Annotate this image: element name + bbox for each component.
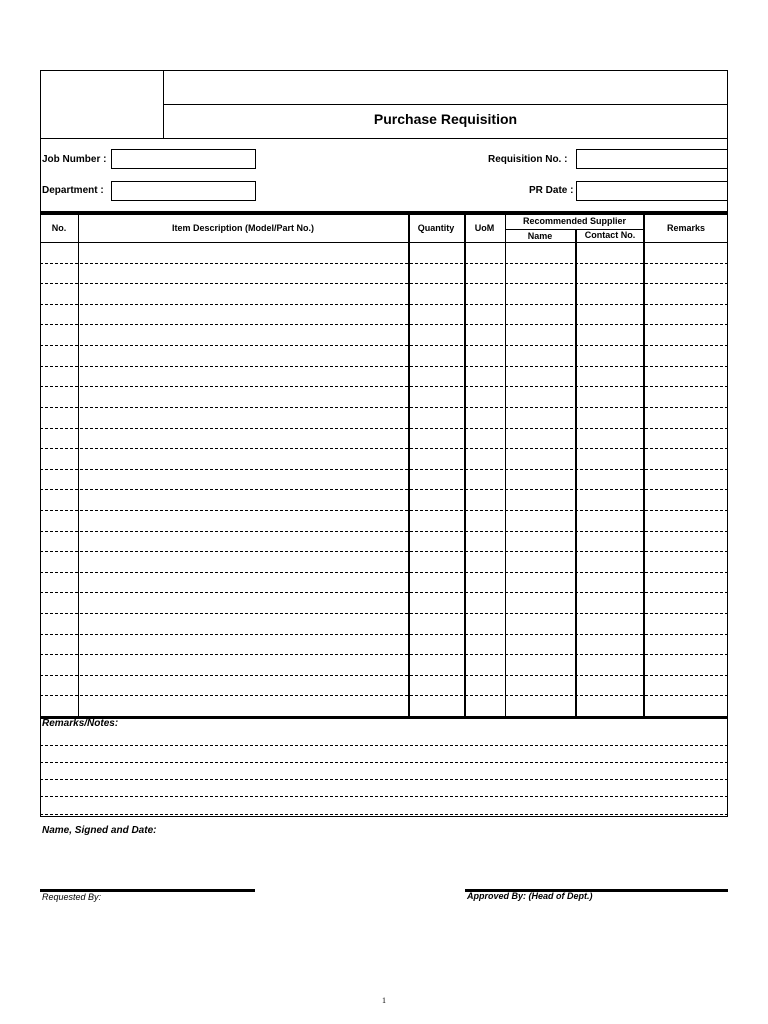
pr-date-label: PR Date : (529, 185, 574, 196)
table-row[interactable] (40, 510, 728, 511)
header-remarks: Remarks (666, 223, 706, 233)
table-row[interactable] (40, 675, 728, 676)
table-header-bottom (40, 242, 728, 243)
header-recommended-supplier: Recommended Supplier (522, 216, 627, 226)
requisition-no-label: Requisition No. : (488, 154, 568, 165)
table-row[interactable] (40, 283, 728, 284)
job-number-field[interactable] (111, 149, 256, 169)
table-row[interactable] (40, 407, 728, 408)
items-table (40, 214, 728, 717)
notes-label: Remarks/Notes: (42, 718, 119, 729)
header-quantity: Quantity (417, 223, 455, 233)
table-row[interactable] (40, 695, 728, 716)
notes-line[interactable] (40, 779, 728, 780)
table-row[interactable] (40, 572, 728, 573)
requisition-no-field[interactable] (576, 149, 728, 169)
col-divider-uom (505, 214, 506, 717)
notes-line[interactable] (40, 762, 728, 763)
page-number: 1 (382, 996, 386, 1005)
department-label: Department : (42, 185, 104, 196)
table-row[interactable] (40, 613, 728, 614)
col-divider-quantity (464, 214, 466, 717)
header-item-description: Item Description (Model/Part No.) (171, 223, 314, 233)
table-row[interactable] (40, 469, 728, 470)
col-divider-no (78, 214, 79, 717)
notes-line[interactable] (40, 814, 728, 815)
table-row[interactable] (40, 386, 728, 387)
table-row[interactable] (40, 428, 728, 429)
table-row[interactable] (40, 448, 728, 449)
table-row[interactable] (40, 304, 728, 305)
pr-date-field[interactable] (576, 181, 728, 201)
header-no: No. (51, 223, 67, 233)
job-number-label: Job Number : (42, 154, 107, 165)
header-supplier-name: Name (527, 231, 553, 241)
requested-by-label: Requested By: (42, 892, 102, 902)
table-row[interactable] (40, 654, 728, 655)
department-field[interactable] (111, 181, 256, 201)
header-contact-no: Contact No. (584, 230, 636, 240)
page-title: Purchase Requisition (373, 111, 518, 127)
table-row[interactable] (40, 634, 728, 635)
col-divider-contact (643, 214, 645, 717)
title-divider (163, 104, 728, 105)
notes-section (40, 718, 728, 817)
table-row[interactable] (40, 551, 728, 552)
table-row[interactable] (40, 531, 728, 532)
notes-line[interactable] (40, 745, 728, 746)
header-uom: UoM (474, 223, 495, 233)
table-row[interactable] (40, 489, 728, 490)
table-row[interactable] (40, 592, 728, 593)
table-row[interactable] (40, 324, 728, 325)
signatures-heading: Name, Signed and Date: (42, 825, 157, 836)
col-divider-supplier-name (575, 229, 577, 717)
approved-by-label: Approved By: (Head of Dept.) (467, 891, 593, 901)
table-row[interactable] (40, 263, 728, 264)
notes-line[interactable] (40, 796, 728, 797)
col-divider-description (408, 214, 410, 717)
table-row[interactable] (40, 345, 728, 346)
table-row[interactable] (40, 366, 728, 367)
